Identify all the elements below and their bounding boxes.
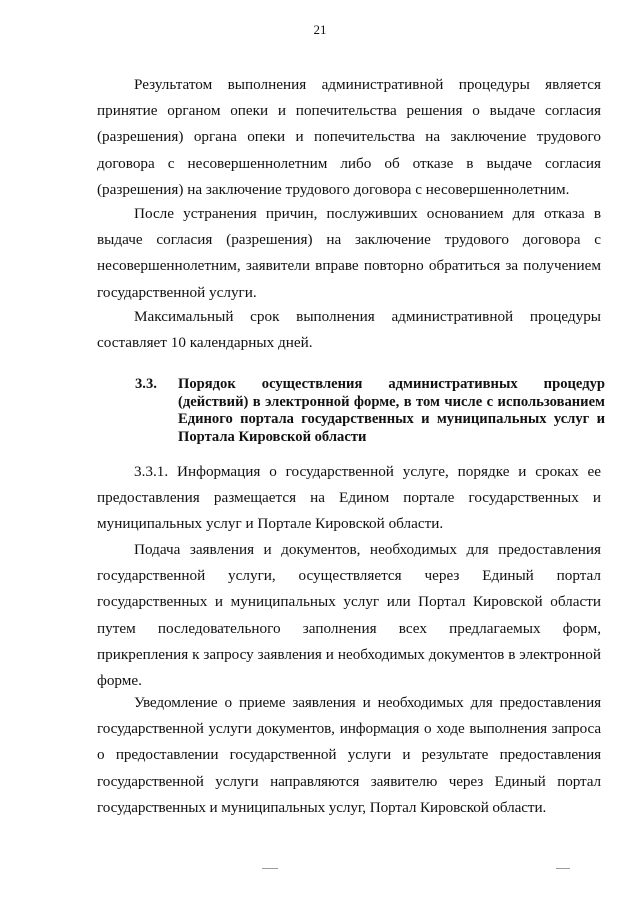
paragraph-text: После устранения причин, послуживших основанием для отказа в выдаче согласия (разрешения) на заключение трудового договора с несовершеннолетним, заявители вправе повторно обратиться за получением государственной услуги. [97, 205, 601, 301]
paragraph-text: Результатом выполнения административной процедуры является принятие органом опеки и попечительства решения о выдаче согласия (разрешения) органа опеки и попечительства на заключение трудового договора с несовершеннолетним либо об отказе в выдаче согласия (разрешения) на заключение трудового договора с несовершеннолетним. [97, 76, 601, 198]
paragraph-text: Максимальный срок выполнения административной процедуры составляет 10 календарных дней. [97, 308, 601, 352]
footer-mark-left [262, 868, 278, 869]
paragraph-text: 3.3.1. Информация о государственной услуге, порядке и сроках ее предоставления размещается на Едином портале государственных и муниципальных услуг и Портале Кировской области. [97, 463, 601, 533]
paragraph-procedure-result [97, 72, 601, 203]
section-heading [135, 376, 605, 446]
paragraph-text: Подача заявления и документов, необходимых для предоставления государственной услуги, осуществляется через Единый портал государственных и муниципальных услуг или Портал Кировской области путем последовательного заполнения всех предлагаемых форм, прикрепления к запросу заявления и необходимых документов в электронной форме. [97, 541, 601, 690]
paragraph-submission [97, 537, 601, 694]
section-title: Порядок осуществления административных процедур (действий) в электронной форме, в том числе с использованием Единого портала государственных и муниципальных услуг и Портала Кировской области [178, 376, 605, 445]
paragraph-text: Уведомление о приеме заявления и необходимых для предоставления государственной услуги документов, информация о ходе выполнения запроса о предоставлении государственной услуги и результате предоставления государственной услуги направляются заявителю через Единый портал государственных и муниципальных услуг, Портал Кировской области. [97, 694, 601, 816]
footer-mark-right [556, 868, 570, 869]
page-number: 21 [313, 22, 327, 37]
section-number: 3.3. [135, 376, 157, 392]
paragraph-max-term [97, 304, 601, 356]
paragraph-notification [97, 690, 601, 821]
paragraph-reapply [97, 201, 601, 306]
paragraph-3-3-1 [97, 459, 601, 538]
